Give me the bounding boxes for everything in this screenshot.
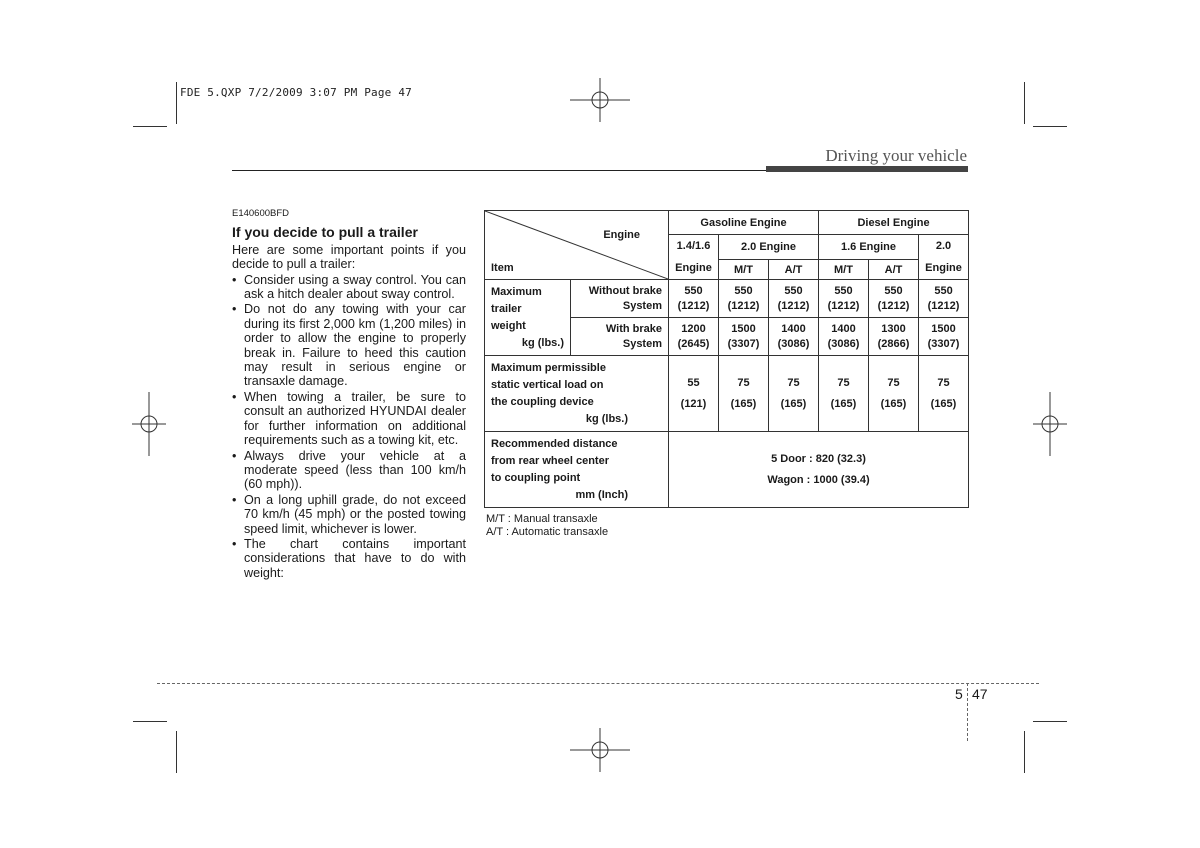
table-cell: 550 (1212) bbox=[869, 280, 919, 318]
without-brake-label: Without brake System bbox=[571, 280, 669, 318]
engine-2-0-header: 2.0 Engine bbox=[719, 235, 819, 260]
table-cell: 75 (165) bbox=[819, 356, 869, 432]
table-cell: 550 (1212) bbox=[769, 280, 819, 318]
trailer-text-column bbox=[232, 207, 466, 580]
table-row bbox=[485, 280, 969, 318]
table-corner-header bbox=[485, 211, 669, 280]
table-cell: 1200 (2645) bbox=[669, 318, 719, 356]
crop-mark bbox=[176, 731, 177, 773]
list-item: • The chart contains important considerations that have to do with weight: bbox=[232, 537, 466, 580]
mt-header: M/T bbox=[719, 260, 769, 280]
print-slug: FDE 5.QXP 7/2/2009 3:07 PM Page 47 bbox=[180, 86, 412, 99]
table-cell: 550 (1212) bbox=[919, 280, 969, 318]
list-item: • On a long uphill grade, do not exceed 70 km/h (45 mph) or the posted towing speed limit, whichever is lower. bbox=[232, 493, 466, 536]
table-cell: 1400 (3086) bbox=[819, 318, 869, 356]
table-cell: 550 (1212) bbox=[819, 280, 869, 318]
vertical-load-label: Maximum permissible static vertical load on the coupling device kg (lbs.) bbox=[485, 356, 669, 432]
list-item: • Always drive your vehicle at a moderate speed (less than 100 km/h (60 mph)). bbox=[232, 449, 466, 492]
header-rule-bar bbox=[766, 166, 968, 172]
table-cell: 1500 (3307) bbox=[919, 318, 969, 356]
table-cell: 75 (165) bbox=[869, 356, 919, 432]
mt-header: M/T bbox=[819, 260, 869, 280]
registration-mark-bottom bbox=[570, 728, 630, 772]
page-number: 47 bbox=[972, 686, 988, 702]
list-item: • Consider using a sway control. You can ask a hitch dealer about sway control. bbox=[232, 273, 466, 302]
footer-dashed-rule bbox=[157, 683, 1039, 684]
table-cell: 75 (165) bbox=[719, 356, 769, 432]
registration-mark-top bbox=[570, 78, 630, 122]
header-item-label: Item bbox=[491, 262, 514, 274]
gasoline-engine-header: Gasoline Engine bbox=[669, 211, 819, 235]
crop-mark bbox=[1033, 126, 1067, 127]
crop-mark bbox=[133, 126, 167, 127]
table-row bbox=[485, 356, 969, 432]
section-title: Driving your vehicle bbox=[825, 146, 967, 165]
trailer-spec-table bbox=[484, 210, 969, 508]
table-cell: 1500 (3307) bbox=[719, 318, 769, 356]
table-footnotes bbox=[486, 513, 608, 539]
table-cell: 550 (1212) bbox=[669, 280, 719, 318]
table-cell: 550 (1212) bbox=[719, 280, 769, 318]
at-header: A/T bbox=[769, 260, 819, 280]
table-cell: 1400 (3086) bbox=[769, 318, 819, 356]
section-code: E140600BFD bbox=[232, 208, 290, 219]
crop-mark bbox=[1024, 82, 1025, 124]
page-section-number: 5 bbox=[955, 686, 963, 702]
engine-1-6-header: 1.6 Engine bbox=[819, 235, 919, 260]
list-item: • When towing a trailer, be sure to consult an authorized HYUNDAI dealer for further information on additional requirements such as a towing kit, etc. bbox=[232, 390, 466, 448]
footnote-at: A/T : Automatic transaxle bbox=[486, 526, 609, 538]
crop-mark bbox=[1024, 731, 1025, 773]
table-cell: 75 (165) bbox=[919, 356, 969, 432]
coupling-distance-values: 5 Door : 820 (32.3) Wagon : 1000 (39.4) bbox=[669, 432, 969, 508]
table-cell: 55 (121) bbox=[669, 356, 719, 432]
registration-mark-right bbox=[1033, 392, 1067, 456]
engine-2-0-diesel-header: 2.0 Engine bbox=[919, 235, 969, 280]
intro-paragraph: Here are some important points if you decide to pull a trailer: bbox=[232, 242, 466, 272]
diesel-engine-header: Diesel Engine bbox=[819, 211, 969, 235]
coupling-distance-label: Recommended distance from rear wheel center to coupling point mm (Inch) bbox=[485, 432, 669, 508]
with-brake-label: With brake System bbox=[571, 318, 669, 356]
at-header: A/T bbox=[869, 260, 919, 280]
header-engine-label: Engine bbox=[603, 229, 640, 241]
table-cell: 75 (165) bbox=[769, 356, 819, 432]
max-trailer-weight-label: Maximum trailer weight kg (lbs.) bbox=[485, 280, 571, 356]
footnote-mt: M/T : Manual transaxle bbox=[486, 513, 598, 525]
engine-1-4-1-6-header: 1.4/1.6 Engine bbox=[669, 235, 719, 280]
crop-mark bbox=[133, 721, 167, 722]
footer-dashed-divider bbox=[967, 683, 968, 741]
crop-mark bbox=[176, 82, 177, 124]
table-cell: 1300 (2866) bbox=[869, 318, 919, 356]
table-row bbox=[485, 432, 969, 508]
list-item: • Do not do any towing with your car during its first 2,000 km (1,200 miles) in order to allow the engine to properly break in. Failure to heed this caution may result in serious engine or transaxle damage. bbox=[232, 302, 466, 388]
section-heading: If you decide to pull a trailer bbox=[232, 224, 418, 241]
registration-mark-left bbox=[132, 392, 166, 456]
points-list bbox=[232, 273, 466, 581]
crop-mark bbox=[1033, 721, 1067, 722]
